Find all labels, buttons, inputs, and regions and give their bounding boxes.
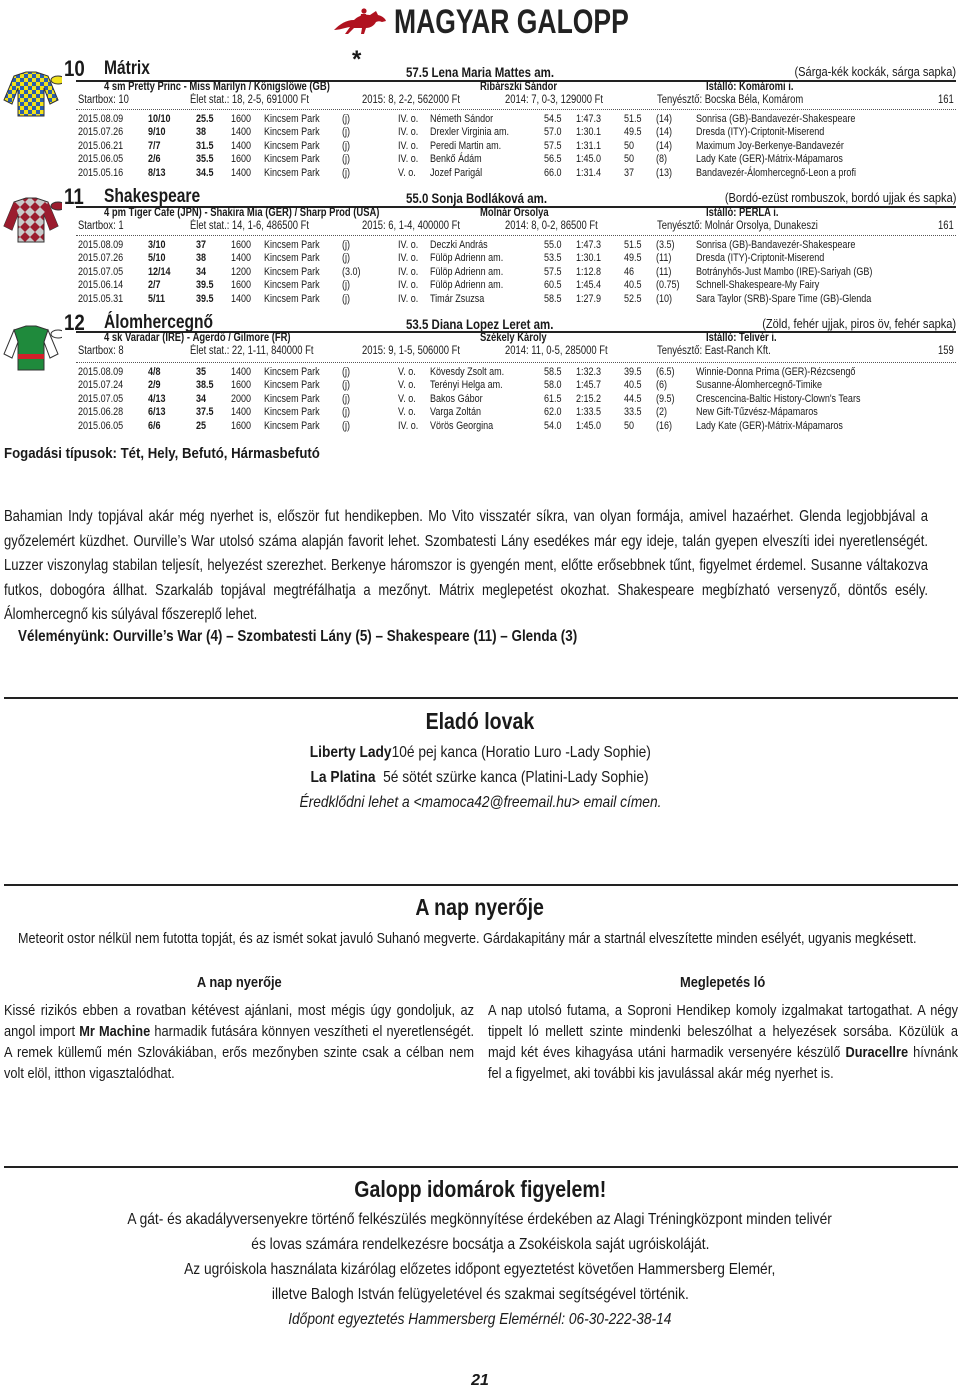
race-distance: 2000 (231, 392, 252, 405)
race-class: V. o. (398, 406, 416, 419)
race-weight: 34 (196, 265, 207, 278)
race-odds: (8) (656, 153, 668, 166)
race-class: V. o. (398, 166, 416, 179)
race-jockey: Timár Zsuzsa (430, 292, 485, 305)
race-distance: 1600 (231, 379, 252, 392)
jockey-weight: 53.5 Diana Lopez Leret am. (406, 316, 554, 332)
race-result: Sonrisa (GB)-Bandavezér-Shakespeare (696, 239, 856, 251)
race-date: 2015.06.28 (78, 406, 124, 419)
race-result: Crescencina-Baltic History-Clown's Tears (696, 392, 861, 405)
race-time: 1:45.0 (576, 419, 602, 432)
race-place: 10/10 (148, 113, 171, 125)
race-odds: (11) (656, 265, 672, 278)
race-carried: 62.0 (544, 406, 562, 419)
race-track: Kincsem Park (264, 113, 320, 125)
stats-2014: 2014: 11, 0-5, 285000 Ft (505, 345, 608, 357)
pedigree: 4 pm Tiger Cafe (JPN) - Shakira Mia (GER) / Sharp Prod (USA) (104, 207, 380, 219)
race-carried: 53.5 (544, 252, 562, 265)
race-class: IV. o. (398, 419, 419, 432)
bet-types: Fogadási típusok: Tét, Hely, Befutó, Hármasbefutó (4, 445, 320, 462)
divider (76, 362, 956, 363)
race-distance: 1600 (231, 419, 252, 432)
race-track: Kincsem Park (264, 392, 320, 405)
race-carried: 54.0 (544, 419, 562, 432)
race-result: Susanne-Álomhercegnő-Timike (696, 379, 823, 392)
notice-line: illetve Balogh István felügyeletével és szakmai segítségével történik. (271, 1286, 689, 1303)
race-going: (j) (342, 279, 351, 292)
race-result: Winnie-Donna Prima (GER)-Rézcsengő (696, 366, 856, 378)
divider (4, 697, 958, 699)
race-jockey: Varga Zoltán (430, 406, 481, 419)
race-carried: 57.0 (544, 126, 562, 139)
race-result: Sonrisa (GB)-Bandavezér-Shakespeare (696, 113, 856, 125)
race-jockey: Drexler Virginia am. (430, 126, 510, 139)
stats-2015: 2015: 8, 2-2, 562000 Ft (362, 94, 461, 106)
race-date: 2015.08.09 (78, 113, 124, 125)
race-time: 1:45.7 (576, 379, 602, 392)
race-jockey: Fülöp Adrienn am. (430, 279, 504, 292)
race-weight: 39.5 (196, 292, 214, 305)
race-distance: 1200 (231, 265, 252, 278)
race-odds: (16) (656, 419, 673, 432)
rating: 161 (938, 94, 954, 106)
race-class: V. o. (398, 366, 416, 378)
race-going: (j) (342, 366, 351, 378)
race-odds: (3.5) (656, 239, 675, 251)
race-odds: (14) (656, 126, 673, 139)
race-rating: 51.5 (624, 113, 642, 125)
race-rating: 40.5 (624, 279, 642, 292)
race-class: IV. o. (398, 153, 419, 166)
entry-number: 12 (64, 310, 85, 335)
race-distance: 1400 (231, 292, 252, 305)
race-going: (j) (342, 419, 351, 432)
race-distance: 1600 (231, 153, 252, 166)
race-carried: 66.0 (544, 166, 562, 179)
race-place: 2/6 (148, 153, 161, 166)
race-going: (j) (342, 239, 351, 251)
race-rating: 50 (624, 139, 635, 152)
silk-colors: (Bordó-ezüst rombuszok, bordó ujjak és sapka) (724, 190, 956, 205)
race-track: Kincsem Park (264, 366, 320, 378)
race-time: 1:32.3 (576, 366, 602, 378)
race-time: 2:15.2 (576, 392, 602, 405)
breeder: Tenyésztő: Molnár Orsolya, Dunakeszi (657, 220, 818, 232)
race-jockey: Deczki András (430, 239, 488, 251)
startbox: Startbox: 10 (78, 94, 129, 106)
race-weight: 31.5 (196, 139, 214, 152)
race-distance: 1400 (231, 252, 252, 265)
jockey-silk-icon (0, 66, 62, 120)
owner: Ribárszki Sándor (480, 81, 558, 93)
race-class: IV. o. (398, 126, 419, 139)
silk-colors: (Zöld, fehér ujjak, piros öv, fehér sapka) (762, 316, 956, 331)
race-track: Kincsem Park (264, 252, 320, 265)
race-rating: 51.5 (624, 239, 642, 251)
tip-horse: Duracellre (845, 1044, 909, 1061)
rating: 159 (938, 345, 954, 357)
sale-horse-name: Liberty Lady (309, 744, 392, 761)
race-jockey: Bakos Gábor (430, 392, 483, 405)
race-time: 1:45.4 (576, 279, 602, 292)
race-time: 1:47.3 (576, 239, 602, 251)
race-going: (j) (342, 252, 351, 265)
winner-title: A nap nyerője (415, 894, 545, 920)
horse-name: Shakespeare (104, 186, 201, 207)
race-jockey: Terényi Helga am. (430, 379, 503, 392)
horse-name: Álomhercegnő (104, 312, 214, 333)
race-distance: 1400 (231, 126, 252, 139)
race-rating: 44.5 (624, 392, 642, 405)
jockey-weight: 55.0 Sonja Bodláková am. (406, 190, 548, 206)
race-class: IV. o. (398, 113, 419, 125)
race-rating: 39.5 (624, 366, 642, 378)
race-result: Sara Taylor (SRB)-Spare Time (GB)-Glenda (696, 292, 872, 305)
page-number: 21 (471, 1372, 489, 1389)
race-rating: 49.5 (624, 252, 642, 265)
sale-horse-2 (0, 769, 960, 787)
horse-name: Mátrix (104, 58, 150, 79)
horse-rider-logo-icon (330, 6, 390, 38)
stats-2014: 2014: 8, 0-2, 86500 Ft (505, 220, 598, 232)
race-result: Botrányhős-Just Mambo (IRE)-Sariyah (GB) (696, 265, 873, 278)
race-going: (j) (342, 166, 351, 179)
race-date: 2015.05.16 (78, 166, 124, 179)
race-date: 2015.06.14 (78, 279, 124, 292)
race-jockey: Peredi Martin am. (430, 139, 502, 152)
race-date: 2015.06.21 (78, 139, 124, 152)
race-distance: 1400 (231, 139, 252, 152)
race-weight: 39.5 (196, 279, 214, 292)
pedigree: 4 sm Pretty Princ - Miss Marilyn / Königslöwe (GB) (104, 81, 330, 93)
race-result: Dresda (ITY)-Criptonit-Miserend (696, 126, 825, 139)
stats-2014: 2014: 7, 0-3, 129000 Ft (505, 94, 604, 106)
entry-number: 11 (64, 184, 84, 209)
race-rating: 37 (624, 166, 635, 179)
race-odds: (10) (656, 292, 673, 305)
race-jockey: Fülöp Adrienn am. (430, 252, 504, 265)
owner: Székely Károly (480, 332, 547, 344)
race-distance: 1400 (231, 406, 252, 419)
winner-intro: Meteorit ostor nélkül nem futotta topját, és az ismét sokat javuló Suhanó megverte. Gárdakapitány már a startnál elveszítette minden esélyét, ugyanis megkésett. (18, 930, 917, 947)
race-class: IV. o. (398, 139, 419, 152)
notice-title: Galopp idomárok figyelem! (353, 1176, 607, 1202)
breeder: Tenyésztő: East-Ranch Kft. (657, 345, 771, 357)
race-odds: (6.5) (656, 366, 675, 378)
divider (4, 884, 958, 886)
startbox: Startbox: 1 (78, 220, 124, 232)
race-jockey: Németh Sándor (430, 113, 494, 125)
race-rating: 50 (624, 153, 635, 166)
race-place: 3/10 (148, 239, 166, 251)
race-place: 4/13 (148, 392, 166, 405)
race-date: 2015.07.26 (78, 126, 124, 139)
sale-horse-name: La Platina (310, 769, 376, 786)
race-odds: (6) (656, 379, 668, 392)
right-column-text: A nap utolsó futama, a Soproni Hendikep komoly izgalmakat tartogathat. A négy tippelt ló mellett szinte mindenki beleszólhat a helyezések sorsába. Közülük a majd két éves kihagyása utáni harmadik versenyére készülő Duracellre hívnánk fel a figyelmet, aki további kis javulással akár még nyerhet is. (488, 1002, 959, 1082)
right-column-title: Meglepetés ló (680, 974, 766, 991)
tip-star: * (352, 46, 362, 73)
race-rating: 40.5 (624, 379, 642, 392)
race-time: 1:45.0 (576, 153, 602, 166)
notice-line: A gát- és akadályversenyekre történő felkészülés megkönnyítése érdekében az Alagi Tréningközpont minden telivér (127, 1211, 833, 1228)
race-odds: (2) (656, 406, 668, 419)
race-carried: 58.0 (544, 379, 562, 392)
race-rating: 33.5 (624, 406, 642, 419)
rating: 161 (938, 220, 954, 232)
race-jockey: Jozef Parigál (430, 166, 483, 179)
race-result: Schnell-Shakespeare-My Fairy (696, 279, 820, 292)
race-date: 2015.07.05 (78, 392, 124, 405)
race-date: 2015.08.09 (78, 366, 124, 378)
sale-horse-details: 10é pej kanca (Horatio Luro -Lady Sophie) (391, 744, 651, 761)
startbox: Startbox: 8 (78, 345, 124, 357)
race-track: Kincsem Park (264, 153, 320, 166)
race-jockey: Fülöp Adrienn am. (430, 265, 504, 278)
race-weight: 38.5 (196, 379, 214, 392)
breeder: Tenyésztő: Bocska Béla, Komárom (657, 94, 804, 106)
race-distance: 1600 (231, 113, 252, 125)
left-column-text: Kissé rizikós ebben a rovatban kétévest ajánlani, most mégis úgy gondoljuk, az angol import Mr Machine harmadik futására könnyen veszítheti el nyeretlenségét. A remek küllemű mén Szlovákiában, erős mezőnyben szinte csak a célban nem volt elöl, itthon vigasztalódhat. (4, 1002, 475, 1082)
race-place: 6/13 (148, 406, 166, 419)
race-time: 1:47.3 (576, 113, 602, 125)
race-jockey: Benkő Ádám (430, 153, 482, 166)
jockey-silk-icon (0, 192, 62, 246)
race-track: Kincsem Park (264, 379, 320, 392)
race-class: IV. o. (398, 279, 419, 292)
race-track: Kincsem Park (264, 139, 320, 152)
jockey-weight: 57.5 Lena Maria Mattes am. (406, 64, 555, 80)
race-track: Kincsem Park (264, 166, 320, 179)
race-time: 1:33.5 (576, 406, 602, 419)
race-rating: 50 (624, 419, 635, 432)
race-class: IV. o. (398, 292, 419, 305)
race-rating: 52.5 (624, 292, 642, 305)
race-time: 1:30.1 (576, 126, 602, 139)
race-place: 4/8 (148, 366, 161, 378)
race-result: Lady Kate (GER)-Mátrix-Mápamaros (696, 419, 843, 432)
race-carried: 54.5 (544, 113, 562, 125)
race-place: 5/10 (148, 252, 166, 265)
race-result: Bandavezér-Álomhercegnő-Leon a profi (696, 166, 856, 179)
race-class: IV. o. (398, 252, 419, 265)
race-odds: (11) (656, 252, 672, 265)
race-odds: (9.5) (656, 392, 675, 405)
race-place: 8/13 (148, 166, 166, 179)
stats-2015: 2015: 9, 1-5, 506000 Ft (362, 345, 461, 357)
commentary-text: Bahamian Indy topjával akár még nyerhet is, először fut hendikepben. Mo Vito visszatér síkra, van olyan formája, amivel hazaérhet. Glenda legjobbjával a győzelemért küzdhet. Ourville’s War utolsó száma alapján favorit lehet. Szombatesti Lány esedékes már egy ideje, talán gyepen elveszíti idei nyeretlenségét. Luzzer viszonylag stabilan teljesít, helyezést szerezhet. Berkenye háromszor is gyengén ment, előtte erősebbnek tűnt, figyelmet érdemel. Susanne váltakozva futkos, dobogóra állhat. Szarkaláb topjával megtréfálhatja a mezőnyt. Mátrix meglepetést okozhat. Shakespeare megbízható versenyző, döntős esély. Álomhercegnő kis súlyával főszereplő lehet. (4, 508, 928, 624)
race-date: 2015.05.31 (78, 292, 124, 305)
race-carried: 55.0 (544, 239, 562, 251)
stats-2015: 2015: 6, 1-4, 400000 Ft (362, 220, 461, 232)
race-odds: (14) (656, 113, 673, 125)
race-odds: (14) (656, 139, 673, 152)
race-place: 5/11 (148, 292, 166, 305)
race-class: IV. o. (398, 265, 419, 278)
race-weight: 34 (196, 392, 207, 405)
race-distance: 1400 (231, 366, 252, 378)
race-track: Kincsem Park (264, 239, 320, 251)
sale-contact: Éredklődni lehet a <mamoca42@freemail.hu> email címen. (299, 794, 661, 811)
race-going: (j) (342, 153, 351, 166)
race-time: 1:27.9 (576, 292, 602, 305)
race-result: Lady Kate (GER)-Mátrix-Mápamaros (696, 153, 843, 166)
race-odds: (13) (656, 166, 673, 179)
race-jockey: Vörös Georgina (430, 419, 494, 432)
race-time: 1:31.1 (576, 139, 602, 152)
race-weight: 25.5 (196, 113, 214, 125)
race-track: Kincsem Park (264, 126, 320, 139)
race-place: 9/10 (148, 126, 166, 139)
race-carried: 58.5 (544, 366, 562, 378)
entry-number: 10 (64, 56, 85, 81)
divider (76, 235, 956, 236)
race-jockey: Kövesdy Zsolt am. (430, 366, 505, 378)
race-weight: 25 (196, 419, 207, 432)
race-time: 1:30.1 (576, 252, 602, 265)
notice-line: Az ugróiskola használata kizárólag előzetes időpont egyeztetést követően Hammersberg Elemér, (184, 1261, 776, 1278)
race-carried: 60.5 (544, 279, 562, 292)
career-stats: Élet stat.: 18, 2-5, 691000 Ft (190, 94, 310, 106)
race-date: 2015.06.05 (78, 153, 124, 166)
race-date: 2015.06.05 (78, 419, 124, 432)
race-place: 7/7 (148, 139, 161, 152)
race-carried: 58.5 (544, 292, 562, 305)
race-going: (3.0) (342, 265, 361, 278)
silk-colors: (Sárga-kék kockák, sárga sapka) (794, 64, 956, 79)
race-date: 2015.07.24 (78, 379, 124, 392)
verdict: Véleményünk: Ourville’s War (4) – Szombatesti Lány (5) – Shakespeare (11) – Glenda (3) (18, 628, 578, 645)
race-class: V. o. (398, 379, 416, 392)
race-carried: 57.5 (544, 265, 562, 278)
race-going: (j) (342, 139, 351, 152)
divider (4, 1166, 958, 1168)
notice-line: és lovas számára rendelkezésre bocsátja a Zsokéiskola saját ugróiskoláját. (250, 1236, 710, 1253)
stable: Istálló: Komáromi i. (706, 81, 794, 93)
race-rating: 49.5 (624, 126, 642, 139)
race-going: (j) (342, 113, 351, 125)
divider (76, 109, 956, 110)
race-time: 1:31.4 (576, 166, 602, 179)
race-rating: 46 (624, 265, 635, 278)
race-result: Maximum Joy-Berkenye-Bandavezér (696, 139, 844, 152)
race-place: 2/7 (148, 279, 161, 292)
sale-horse-details: 5é sötét szürke kanca (Platini-Lady Sophie) (375, 769, 650, 786)
race-result: New Gift-Tűzvész-Mápamaros (696, 406, 818, 419)
sale-title: Eladó lovak (425, 708, 535, 734)
page-header (330, 4, 695, 40)
race-result: Dresda (ITY)-Criptonit-Miserend (696, 252, 825, 265)
race-odds: (0.75) (656, 279, 680, 292)
race-weight: 37.5 (196, 406, 214, 419)
left-column-title: A nap nyerője (196, 974, 282, 991)
race-weight: 38 (196, 126, 207, 139)
race-class: IV. o. (398, 239, 419, 251)
race-date: 2015.07.05 (78, 265, 124, 278)
stable: Istálló: Telivér i. (706, 332, 777, 344)
race-going: (j) (342, 126, 351, 139)
race-place: 6/6 (148, 419, 161, 432)
race-distance: 1600 (231, 279, 252, 292)
owner: Molnár Orsolya (480, 207, 549, 219)
race-track: Kincsem Park (264, 406, 320, 419)
race-weight: 38 (196, 252, 207, 265)
race-class: V. o. (398, 392, 416, 405)
race-place: 12/14 (148, 265, 171, 278)
stable: Istálló: PERLA i. (706, 207, 779, 219)
notice-contact: Időpont egyeztetés Hammersberg Elemérnél: 06-30-222-38-14 (288, 1311, 672, 1328)
race-carried: 56.5 (544, 153, 562, 166)
career-stats: Élet stat.: 14, 1-6, 486500 Ft (190, 220, 310, 232)
career-stats: Élet stat.: 22, 1-11, 840000 Ft (190, 345, 314, 357)
sale-horse-1 (0, 744, 960, 762)
race-going: (j) (342, 392, 351, 405)
race-going: (j) (342, 406, 351, 419)
race-weight: 37 (196, 239, 207, 251)
race-going: (j) (342, 292, 351, 305)
pedigree: 4 sk Varadar (IRE) - Ágerdő / Gilmore (FR) (104, 332, 291, 344)
race-distance: 1400 (231, 166, 252, 179)
tip-horse: Mr Machine (79, 1023, 151, 1040)
race-track: Kincsem Park (264, 265, 320, 278)
race-weight: 35 (196, 366, 207, 378)
race-date: 2015.07.26 (78, 252, 124, 265)
race-weight: 34.5 (196, 166, 214, 179)
race-going: (j) (342, 379, 351, 392)
race-carried: 57.5 (544, 139, 562, 152)
race-date: 2015.08.09 (78, 239, 124, 251)
race-weight: 35.5 (196, 153, 214, 166)
jockey-silk-icon (0, 320, 62, 374)
race-time: 1:12.8 (576, 265, 602, 278)
page-title: MAGYAR GALOPP (394, 2, 629, 41)
race-track: Kincsem Park (264, 419, 320, 432)
race-track: Kincsem Park (264, 292, 320, 305)
race-carried: 61.5 (544, 392, 562, 405)
race-track: Kincsem Park (264, 279, 320, 292)
race-place: 2/9 (148, 379, 161, 392)
race-distance: 1600 (231, 239, 252, 251)
